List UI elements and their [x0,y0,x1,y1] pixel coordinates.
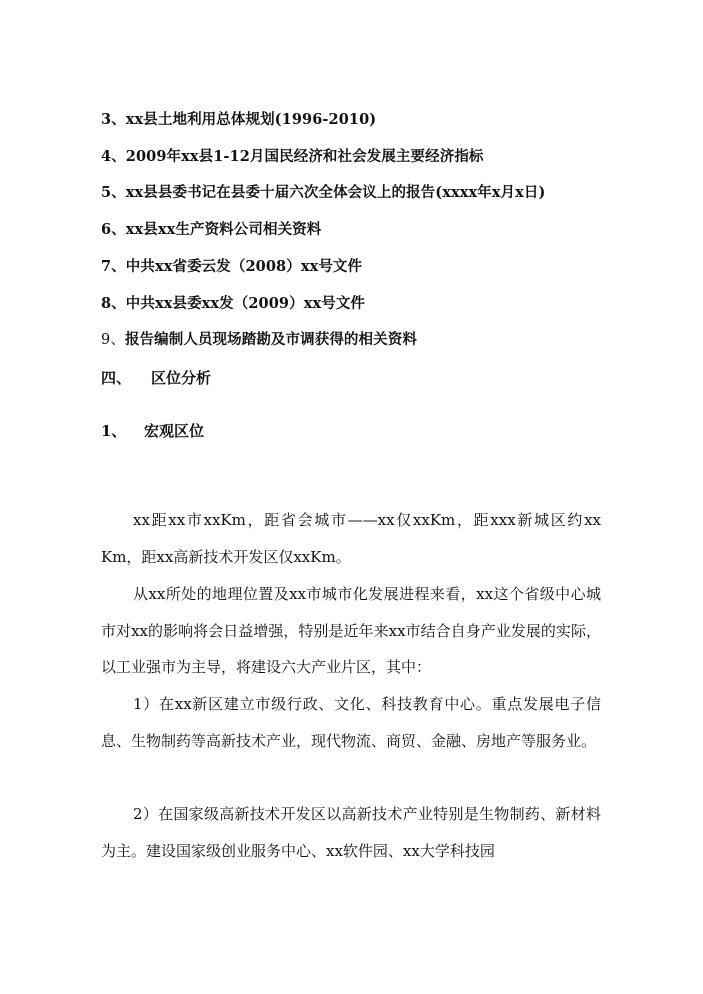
paragraph-distances: xx距xx市xxKm，距省会城市——xx仅xxKm，距xxx新城区约xx Km，距xx高新技术开发区仅xxKm。 [101,511,601,566]
reference-item-9 [101,330,417,350]
subsection-title: 宏观区位 [144,422,205,440]
section-number: 四、 [101,369,132,387]
reference-item-9-number: 9、 [101,332,125,348]
reference-item-6: 6、xx县xx生产资料公司相关资料 [101,221,322,238]
reference-item-4: 4、2009年xx县1-12月国民经济和社会发展主要经济指标 [101,148,484,165]
subsection-number: 1、 [101,422,127,440]
paragraph-regional-influence: 从xx所处的地理位置及xx市城市化发展进程来看，xx这个省级中心城市对xx的影响将会日益增强，特别是近年来xx市结合自身产业发展的实际，以工业强市为主导，将建设六大产业片区，其中： [101,585,601,676]
section-title: 区位分析 [151,369,212,387]
reference-item-7: 7、中共xx省委云发（2008）xx号文件 [101,258,363,275]
reference-item-8: 8、中共xx县委xx发（2009）xx号文件 [101,295,366,312]
section-heading [101,368,212,388]
reference-item-9-text: 报告编制人员现场踏勘及市调获得的相关资料 [124,331,417,348]
paragraph-hightech-zone: 2）在国家级高新技术开发区以高新技术产业特别是生物制药、新材料为主。建设国家级创业服务中心、xx软件园、xx大学科技园 [101,805,601,860]
reference-item-5: 5、xx县县委书记在县委十届六次全体会议上的报告(xxxx年x月x日) [101,184,546,201]
paragraph-new-district: 1）在xx新区建立市级行政、文化、科技教育中心。重点发展电子信息、生物制药等高新技术产业，现代物流、商贸、金融、房地产等服务业。 [101,695,601,750]
reference-item-3: 3、xx县土地利用总体规划(1996-2010) [101,111,377,128]
subsection-heading [101,421,205,441]
